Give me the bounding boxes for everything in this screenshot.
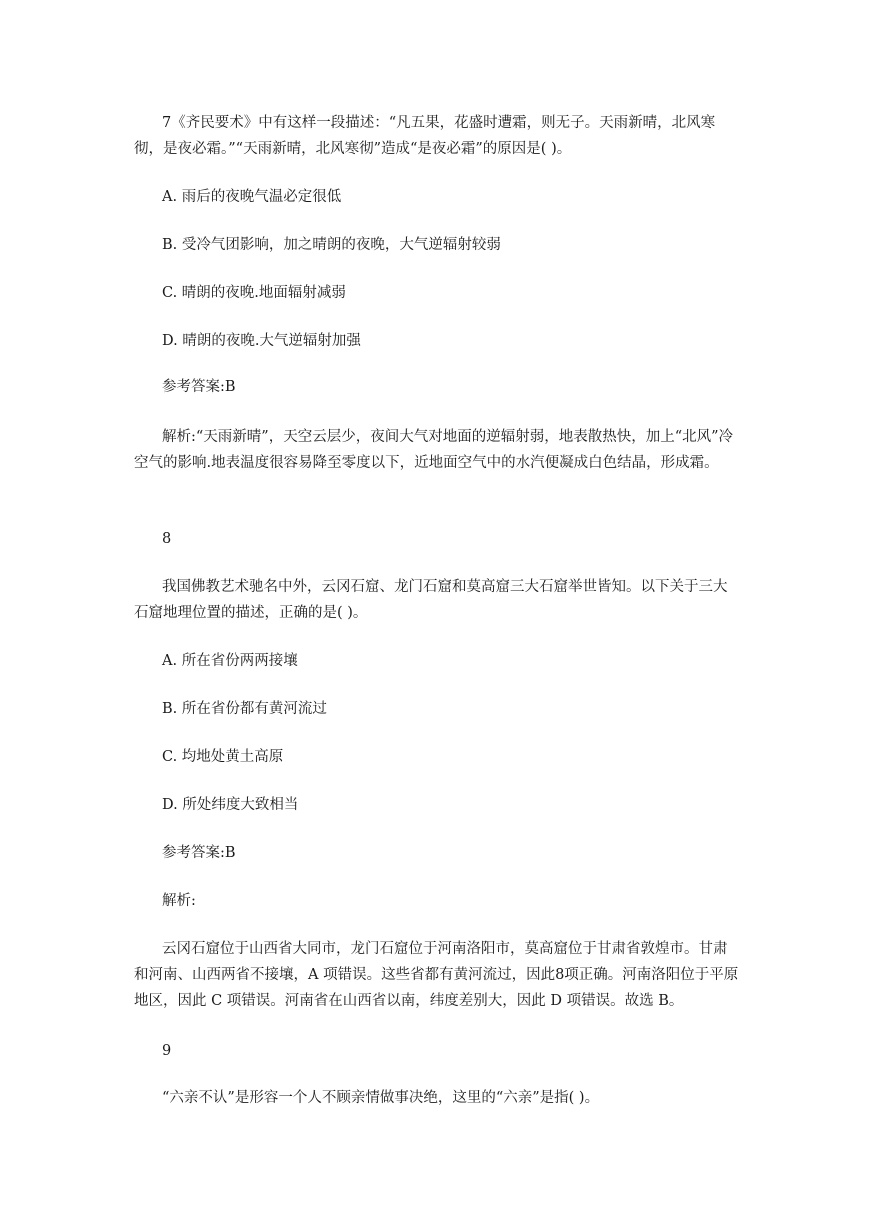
question-7-stem: 7《齐民要术》中有这样一段描述：“凡五果，花盛时遭霜，则无子。天雨新晴，北风寒彻，是夜必霜。”“天雨新晴，北风寒彻”造成“是夜必霜”的原因是( )。 xyxy=(134,115,716,157)
question-7-option-b: B. 受冷气团影响，加之晴朗的夜晚，大气逆辐射较弱 xyxy=(162,237,501,253)
question-8-analysis-label: 解析: xyxy=(162,893,196,909)
question-7-analysis: 解析:“天雨新晴”，天空云层少，夜间大气对地面的逆辐射弱，地表散热快，加上“北风”冷空气的影响.地表温度很容易降至零度以下，近地面空气中的水汽便凝成白色结晶，形成霜。 xyxy=(134,429,734,471)
question-8-option-a: A. 所在省份两两接壤 xyxy=(162,653,298,669)
question-9-number: 9 xyxy=(162,1043,172,1059)
question-8-option-c: C. 均地处黄土高原 xyxy=(162,749,284,765)
question-8-analysis: 云冈石窟位于山西省大同市，龙门石窟位于河南洛阳市，莫高窟位于甘肃省敦煌市。甘肃和河南、山西两省不接壤，A 项错误。这些省都有黄河流过，因此8项正确。河南洛阳位于平原地区，因此 C 项错误。河南省在山西省以南，纬度差别大，因此 D 项错误。故选 B。 xyxy=(134,941,739,1009)
question-7-option-d: D. 晴朗的夜晚.大气逆辐射加强 xyxy=(162,333,361,349)
question-8-number: 8 xyxy=(162,531,172,547)
question-7-option-a: A. 雨后的夜晚气温必定很低 xyxy=(162,189,342,205)
question-8-stem: 我国佛教艺术驰名中外，云冈石窟、龙门石窟和莫高窟三大石窟举世皆知。以下关于三大石窟地理位置的描述，正确的是( )。 xyxy=(134,579,728,621)
question-9-stem: “六亲不认”是形容一个人不顾亲情做事决绝，这里的“六亲”是指( )。 xyxy=(162,1090,600,1106)
question-8-answer: 参考答案:B xyxy=(162,845,236,861)
question-7-answer: 参考答案:B xyxy=(162,379,236,395)
question-7-option-c: C. 晴朗的夜晚.地面辐射减弱 xyxy=(162,285,346,301)
question-8-option-d: D. 所处纬度大致相当 xyxy=(162,797,299,813)
question-8-option-b: B. 所在省份都有黄河流过 xyxy=(162,701,327,717)
